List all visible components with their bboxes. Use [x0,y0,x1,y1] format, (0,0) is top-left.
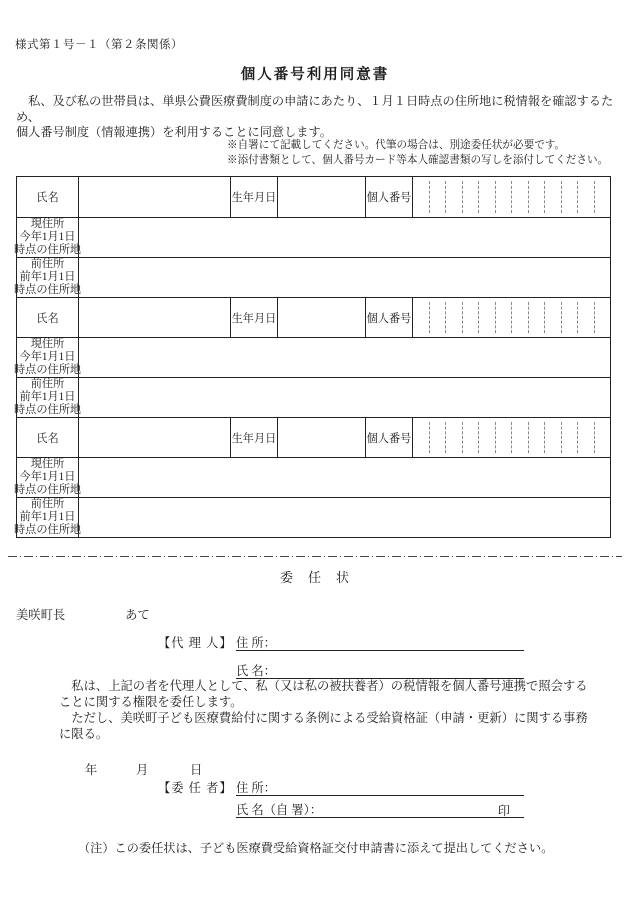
personal-number-digit-cell[interactable] [512,422,529,453]
previous-address-label: 前住所 前年1月1日 時点の住所地 [13,378,82,416]
table-row-current-address [13,337,610,377]
personal-number-digit-cell[interactable] [578,422,595,453]
personal-number-digit-cell[interactable] [430,422,447,453]
personal-number-digit-cell[interactable] [446,422,463,453]
birthdate-label: 生年月日 [230,418,277,457]
poa-body-line: ただし、美咲町子ども医療費給付に関する条例による受給資格証（申請・更新）に関する事務 [59,711,588,725]
personal-number-digit-cell[interactable] [446,181,463,213]
personal-number-digit-cells[interactable] [412,177,610,217]
household-members-table [13,176,611,538]
date-month-label: 月 [136,763,149,777]
current-address-label: 現住所 今年1月1日 時点の住所地 [13,338,82,376]
personal-number-digit-cells[interactable] [412,418,610,457]
agent-name-label: 氏 名： [236,664,276,678]
personal-number-digit-cell[interactable] [578,181,595,213]
personal-number-digit-cell[interactable] [595,302,611,333]
personal-number-digit-cell[interactable] [529,302,546,333]
table-row-name [17,417,610,457]
note-attachment: ※添付書類として、個人番号カード等本人確認書類の写しを添付してください。 [227,155,609,167]
intro-paragraph [16,94,616,141]
poa-title: 委 任 状 [279,570,350,585]
personal-number-digit-cell[interactable] [512,302,529,333]
personal-number-digit-cell[interactable] [562,302,579,333]
addressee-suffix: あて [125,608,150,622]
table-row-name [17,297,610,337]
name-input-cell[interactable] [78,298,230,337]
current-address-input-cell[interactable] [78,338,610,377]
personal-number-digit-cell[interactable] [479,302,496,333]
personal-number-digit-cell[interactable] [463,422,480,453]
personal-number-digit-cell[interactable] [595,181,611,213]
table-row-current-address [13,457,610,497]
birthdate-label: 生年月日 [230,177,277,217]
personal-number-digit-cell[interactable] [496,302,513,333]
personal-number-digit-cell[interactable] [496,181,513,213]
personal-number-digit-cell[interactable] [446,302,463,333]
current-address-label: 現住所 今年1月1日 時点の住所地 [13,458,82,496]
personal-number-digit-cell[interactable] [413,422,430,453]
addressee-name: 美咲町長 [16,608,66,622]
agent-address-field[interactable] [236,633,524,651]
agent-address-label: 住 所： [236,636,276,650]
addressee-line [16,605,150,623]
personal-number-digit-cell[interactable] [595,422,611,453]
personal-number-digit-cell[interactable] [529,181,546,213]
name-input-cell[interactable] [78,177,230,217]
personal-number-digit-cell[interactable] [413,181,430,213]
current-address-input-cell[interactable] [78,218,610,257]
personal-number-label: 個人番号 [365,298,412,337]
personal-number-label: 個人番号 [365,418,412,457]
previous-address-label: 前住所 前年1月1日 時点の住所地 [13,498,82,536]
personal-number-digit-cell[interactable] [545,422,562,453]
seal-mark: 印 [497,804,510,818]
personal-number-digit-cell[interactable] [529,422,546,453]
personal-number-digit-cell[interactable] [545,181,562,213]
birthdate-input-cell[interactable] [277,418,365,457]
intro-line: 私、及び私の世帯員は、単県公費医療費制度の申請にあたり、１月１日時点の住所地に税情報を確認するため、 [16,94,614,124]
birthdate-label: 生年月日 [230,298,277,337]
name-label: 氏名 [36,432,59,445]
table-row-previous-address [13,377,610,417]
personal-number-digit-cell[interactable] [578,302,595,333]
personal-number-digit-cell[interactable] [545,302,562,333]
cut-separator-line [8,556,622,557]
instruction-notes [227,138,608,168]
personal-number-digit-cell[interactable] [463,302,480,333]
table-row-current-address [13,217,610,257]
agent-name-field[interactable] [236,661,524,679]
personal-number-label: 個人番号 [365,177,412,217]
poa-body-line: 私は、上記の者を代理人として、私（又は私の被扶養者）の税情報を個人番号連携で照会する [59,679,588,693]
previous-address-input-cell[interactable] [78,498,610,537]
personal-number-digit-cell[interactable] [512,181,529,213]
poa-body-line: に限る。 [59,727,109,741]
personal-number-digit-cell[interactable] [479,422,496,453]
previous-address-input-cell[interactable] [78,378,610,417]
table-row-name [17,177,610,217]
principal-address-field[interactable] [236,778,524,796]
footer-note: （注）この委任状は、子ども医療費受給資格証交付申請書に添えて提出してください。 [78,841,554,855]
note-self-signature: ※自署にて記載してください。代筆の場合は、別途委任状が必要です。 [227,140,566,151]
date-day-label: 日 [190,763,203,777]
intro-line: 個人番号制度（情報連携）を利用することに同意します。 [16,125,332,139]
principal-name-label: 氏 名（自 署）： [236,803,323,817]
table-row-previous-address [13,497,610,537]
birthdate-input-cell[interactable] [277,298,365,337]
poa-body-paragraph [59,678,614,742]
name-label: 氏名 [36,192,59,204]
personal-number-digit-cell[interactable] [430,302,447,333]
principal-section-label: 【委 任 者】 [158,781,233,795]
principal-address-label: 住 所： [236,781,276,795]
page-title: 個人番号利用同意書 [240,67,390,83]
current-address-input-cell[interactable] [78,458,610,497]
name-label: 氏名 [36,312,59,325]
name-input-cell[interactable] [78,418,230,457]
personal-number-digit-cell[interactable] [562,422,579,453]
personal-number-digit-cell[interactable] [413,302,430,333]
personal-number-digit-cell[interactable] [463,181,480,213]
previous-address-input-cell[interactable] [78,258,610,297]
date-year-label: 年 [85,763,98,777]
principal-name-field[interactable] [236,800,524,818]
agent-section-label: 【代 理 人】 [158,636,233,650]
previous-address-label: 前住所 前年1月1日 時点の住所地 [13,258,82,296]
personal-number-digit-cell[interactable] [562,181,579,213]
personal-number-digit-cell[interactable] [479,181,496,213]
table-row-previous-address [13,257,610,297]
personal-number-digit-cell[interactable] [496,422,513,453]
form-number: 様式第１号－１（第２条関係） [15,39,183,51]
personal-number-digit-cells[interactable] [412,298,610,337]
poa-body-line: ことに関する権限を委任します。 [59,695,243,709]
birthdate-input-cell[interactable] [277,177,365,217]
personal-number-digit-cell[interactable] [430,181,447,213]
current-address-label: 現住所 今年1月1日 時点の住所地 [13,218,82,256]
